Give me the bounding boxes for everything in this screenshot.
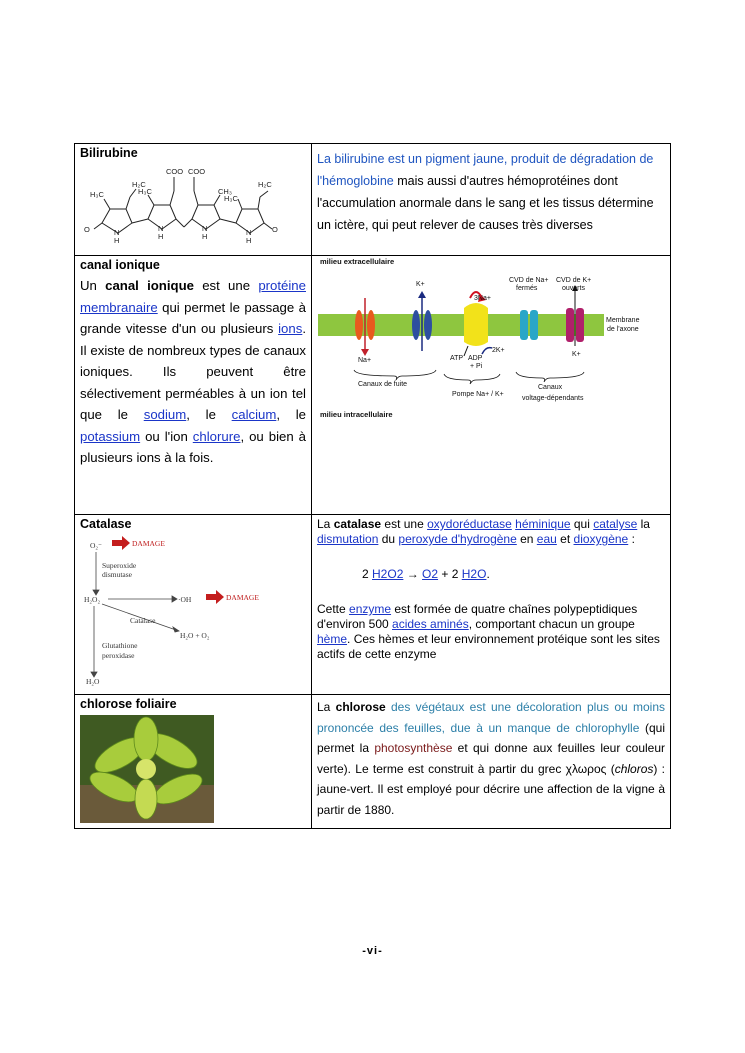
link-sodium[interactable]: sodium <box>143 407 187 422</box>
svg-text:H: H <box>202 232 208 241</box>
svg-text:peroxidase: peroxidase <box>102 651 135 660</box>
svg-text:3Na+: 3Na+ <box>474 295 491 302</box>
svg-text:Pompe Na+ / K+: Pompe Na+ / K+ <box>452 391 504 398</box>
svg-text:N: N <box>246 228 252 237</box>
row-canal-ionique <box>75 256 671 515</box>
link-acides-amines[interactable]: acides aminés <box>392 617 469 631</box>
svg-text:voltage-dépendants: voltage-dépendants <box>522 395 584 402</box>
svg-text:K+: K+ <box>572 351 581 358</box>
link-heminique[interactable]: héminique <box>515 517 571 531</box>
link-dioxygene[interactable]: dioxygène <box>573 532 629 546</box>
na-leak-channel <box>355 310 363 340</box>
svg-text:+ Pi: + Pi <box>470 363 483 370</box>
term-cell-canal-ionique <box>75 256 312 515</box>
svg-text:H₃C: H₃C <box>224 194 238 203</box>
damage-arrow-icon <box>206 590 224 604</box>
na-k-pump <box>464 303 488 346</box>
link-heme[interactable]: hème <box>317 632 348 646</box>
svg-text:K+: K+ <box>416 281 425 288</box>
svg-text:CVD de K+: CVD de K+ <box>556 277 592 284</box>
svg-text:H₂O + O₂: H₂O + O₂ <box>180 631 210 640</box>
link-dismutation[interactable]: dismutation <box>317 532 379 546</box>
svg-text:Glutathione: Glutathione <box>102 641 138 650</box>
svg-text:N: N <box>158 224 164 233</box>
svg-text:CH₃: CH₃ <box>218 187 232 196</box>
svg-text:de l'axone: de l'axone <box>607 326 639 333</box>
link-potassium[interactable]: potassium <box>80 428 141 444</box>
term-bilirubine: Bilirubine <box>80 146 138 160</box>
svg-text:H₂C: H₂C <box>132 180 146 189</box>
svg-text:Na+: Na+ <box>358 357 372 364</box>
svg-text:dismutase: dismutase <box>102 570 132 579</box>
bilirubin-structure-image <box>80 161 280 253</box>
k-voltage-channel <box>566 308 574 342</box>
svg-text:DAMAGE: DAMAGE <box>226 593 259 602</box>
term-cell-chlorose <box>75 695 312 829</box>
row-chlorose <box>75 695 671 829</box>
link-peroxyde-hydrogene[interactable]: peroxyde d'hydrogène <box>398 532 517 546</box>
link-enzyme[interactable]: enzyme <box>349 602 392 616</box>
svg-text:N: N <box>202 224 208 233</box>
svg-text:COO: COO <box>188 167 206 176</box>
link-calcium[interactable]: calcium <box>231 407 277 422</box>
catalase-equation: 2 H2O2 → O2 + 2 H2O. <box>362 567 490 581</box>
svg-text:H₂C: H₂C <box>258 180 272 189</box>
svg-text:·OH: ·OH <box>178 595 192 604</box>
definition-bilirubine: La bilirubine est un pigment jaune, produit de dégradation de l'hémoglobine mais aussi d'autres hémoprotéines dont l'accumulation anormale dans le sang et les tissus détermine un ictère, qui peut relever de causes très diverses <box>317 152 654 232</box>
definition-catalase-structure: Cette enzyme est formée de quatre chaînes polypeptidiques d'environ 500 acides aminés, comportant chacun un groupe hème. Ces hèmes et leur environnement protéique sont les sites actifs de cette enzyme <box>317 602 660 661</box>
svg-text:H₃C: H₃C <box>90 190 104 199</box>
link-o2[interactable]: O2 <box>422 567 439 581</box>
damage-arrow-icon <box>112 536 130 550</box>
diagram-cell-canal-ionique <box>312 256 671 515</box>
definition-canal-ionique: Un canal ionique est une protéine membranaire qui permet le passage à grande vitesse d'un ou plusieurs ions. Il existe de nombreux types de canaux ioniques. Ils peuvent être sélectivement perméables à un ion tel que le sodium, le calcium, le potassium ou l'ion chlorure, ou bien à plusieurs ions à la fois. <box>80 278 306 465</box>
svg-text:milieu intracellulaire: milieu intracellulaire <box>320 410 393 419</box>
ion-channel-diagram <box>316 256 664 426</box>
na-voltage-channel <box>520 310 528 340</box>
link-oxydoreductase[interactable]: oxydoréductase <box>427 517 512 531</box>
link-h2o[interactable]: H2O <box>461 567 487 581</box>
svg-text:Canaux de fuite: Canaux de fuite <box>358 381 408 388</box>
link-h2o2[interactable]: H2O2 <box>372 567 404 581</box>
link-proteine-membranaire[interactable]: protéine membranaire <box>80 278 306 315</box>
definition-cell-bilirubine <box>312 144 671 256</box>
term-canal-ionique: canal ionique <box>80 258 160 272</box>
svg-text:H₂O₂: H₂O₂ <box>84 595 101 604</box>
link-catalyse[interactable]: catalyse <box>593 517 638 531</box>
page-number: -vi- <box>362 945 383 957</box>
link-chlorure[interactable]: chlorure <box>192 428 241 444</box>
svg-text:O: O <box>272 225 278 234</box>
svg-text:N: N <box>114 228 120 237</box>
svg-text:ATP: ATP <box>450 355 464 362</box>
svg-text:milieu extracellulaire: milieu extracellulaire <box>320 257 395 266</box>
link-ions[interactable]: ions <box>278 321 303 336</box>
row-bilirubine <box>75 144 671 256</box>
svg-text:H₃C: H₃C <box>138 187 152 196</box>
link-eau[interactable]: eau <box>536 532 557 546</box>
svg-text:ouverts: ouverts <box>562 285 585 292</box>
definition-chlorose: La chlorose des végétaux est une décoloration plus ou moins prononcée des feuilles, due à un manque de chlorophylle (qui permet la photosynthèse et qui donne aux feuilles leur couleur verte). Le terme est construit à partir du grec χλωρος (chloros) : jaune-vert. Il est employé pour décrire une affection de la vigne à partir de 1880. <box>317 700 666 817</box>
svg-text:COO: COO <box>166 167 184 176</box>
term-cell-bilirubine <box>75 144 312 256</box>
svg-text:fermés: fermés <box>516 285 538 292</box>
definition-cell-catalase <box>312 515 671 695</box>
svg-text:H: H <box>246 236 252 245</box>
svg-text:2K+: 2K+ <box>492 347 505 354</box>
glossary-table <box>74 143 671 829</box>
chlorotic-leaves-photo <box>80 715 214 823</box>
definition-catalase: La catalase est une oxydoréductase héminique qui catalyse la dismutation du peroxyde d'hydrogène en eau et dioxygène : <box>317 517 650 546</box>
row-catalase <box>75 515 671 695</box>
svg-text:O₂⁻: O₂⁻ <box>90 541 102 550</box>
svg-text:Membrane: Membrane <box>606 317 640 324</box>
svg-text:Catalase: Catalase <box>130 616 156 625</box>
svg-text:Superoxide: Superoxide <box>102 561 137 570</box>
svg-text:DAMAGE: DAMAGE <box>132 539 165 548</box>
term-chlorose: chlorose foliaire <box>80 697 177 711</box>
svg-text:Canaux: Canaux <box>538 384 563 391</box>
k-leak-channel <box>412 310 420 340</box>
svg-text:O: O <box>84 225 90 234</box>
svg-text:H₂O: H₂O <box>86 677 100 686</box>
catalase-reaction-diagram <box>80 532 280 688</box>
svg-text:ADP: ADP <box>468 355 483 362</box>
term-cell-catalase <box>75 515 312 695</box>
svg-text:H: H <box>158 232 164 241</box>
svg-text:H: H <box>114 236 120 245</box>
term-catalase: Catalase <box>80 517 132 531</box>
definition-cell-chlorose <box>312 695 671 829</box>
svg-text:CVD de Na+: CVD de Na+ <box>509 277 549 284</box>
